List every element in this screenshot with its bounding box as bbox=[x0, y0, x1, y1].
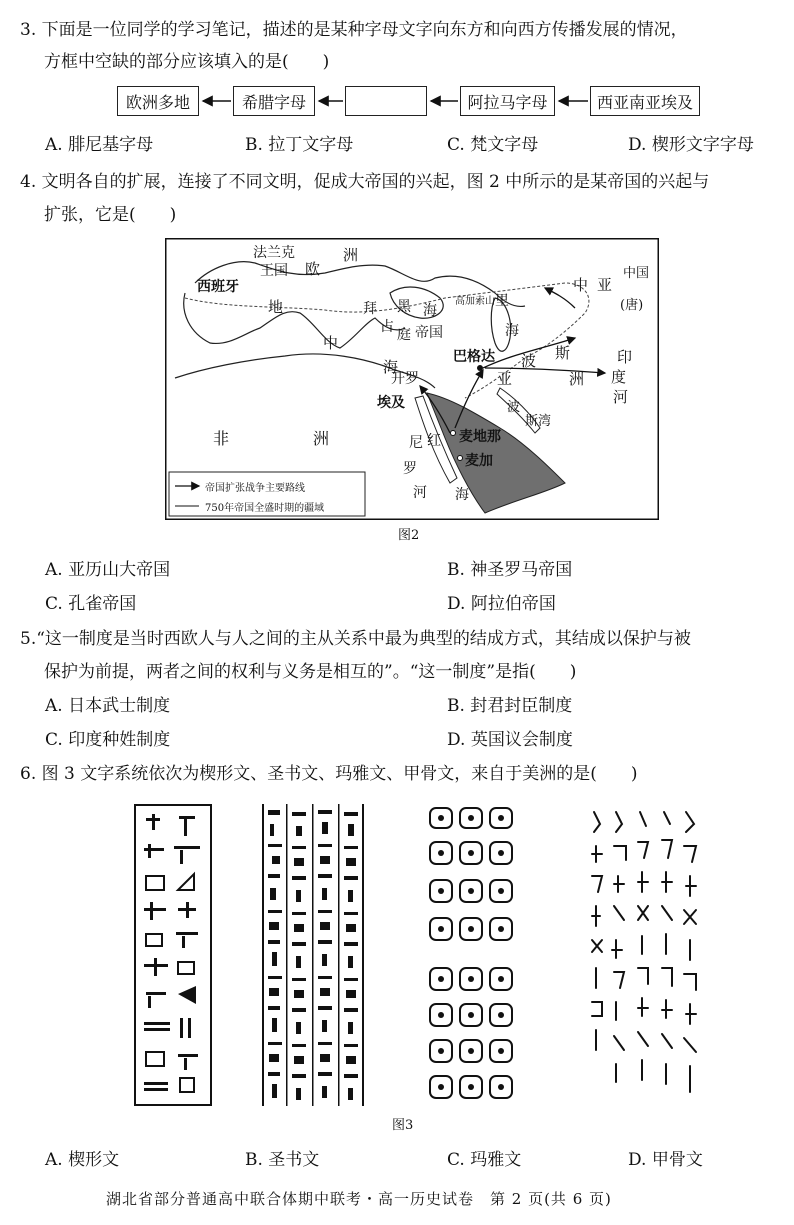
map-label-du: 度 bbox=[611, 368, 627, 386]
map-label-hai2: 海 bbox=[423, 303, 437, 319]
map-label-diguo: 帝国 bbox=[415, 325, 443, 341]
map-label-zhou2: 洲 bbox=[569, 370, 585, 388]
oracle-bone-panel bbox=[586, 802, 706, 1110]
map-label-di: 地 bbox=[268, 298, 284, 316]
map-label-bo: 波 bbox=[521, 352, 537, 370]
map-label-wangguo: 王国 bbox=[260, 263, 288, 279]
q4-option-a[interactable]: A. 亚历山大帝国 bbox=[45, 560, 171, 580]
map-label-hai4: 海 bbox=[455, 487, 469, 503]
q5-option-c[interactable]: C. 印度种姓制度 bbox=[45, 730, 171, 750]
map-label-hei: 黑 bbox=[397, 299, 411, 315]
q4-option-b[interactable]: B. 神圣罗马帝国 bbox=[447, 560, 573, 580]
q3-option-c[interactable]: C. 梵文字母 bbox=[447, 135, 539, 155]
map-label-faland: 法兰克 bbox=[253, 245, 295, 261]
map-label-fei: 非 bbox=[213, 429, 230, 448]
q4-stem-line1: 4. 文明各自的扩展，连接了不同文明，促成大帝国的兴起，图 2 中所示的是某帝国的兴起与 bbox=[20, 172, 710, 192]
q6-option-a[interactable]: A. 楔形文 bbox=[45, 1150, 120, 1170]
map-label-li: 里 bbox=[495, 293, 509, 309]
q5-stem-line2: 保护为前提，两者之间的权利与义务是相互的”。“这一制度”是指( ) bbox=[44, 662, 577, 682]
q5-option-d[interactable]: D. 英国议会制度 bbox=[447, 730, 573, 750]
map-label-maidina: 麦地那 bbox=[459, 429, 501, 445]
map-label-ni: 尼 bbox=[409, 435, 423, 451]
q6-stem-line1: 6. 图 3 文字系统依次为楔形文、圣书文、玛雅文、甲骨文，来自于美洲的是( ) bbox=[20, 764, 638, 784]
flow-box-greek: 希腊字母 bbox=[233, 86, 315, 116]
map-label-ou: 欧 bbox=[305, 260, 321, 278]
map-label-zhan: 占 bbox=[380, 319, 394, 335]
map-label-ting: 庭 bbox=[397, 327, 411, 343]
q5-stem-line1: 5.“这一制度是当时西欧人与人之间的主从关系中最为典型的结成方式，其结成以保护与被 bbox=[20, 629, 691, 649]
map-label-aiji: 埃及 bbox=[377, 395, 405, 411]
map-label-kailuo: 开罗 bbox=[391, 371, 419, 387]
hieroglyph-panel bbox=[260, 802, 366, 1110]
map-label-hai1: 海 bbox=[383, 358, 399, 376]
map-label-zhong2: 中 bbox=[573, 276, 589, 294]
q5-option-a[interactable]: A. 日本武士制度 bbox=[45, 696, 171, 716]
q6-figure-caption: 图3 bbox=[392, 1118, 414, 1133]
q5-option-b[interactable]: B. 封君封臣制度 bbox=[447, 696, 573, 716]
flow-box-aramaic: 阿拉马字母 bbox=[460, 86, 555, 116]
map-label-yin: 印 bbox=[617, 348, 633, 366]
page-footer: 湖北省部分普通高中联合体期中联考・高一历史试卷 第 2 页(共 6 页) bbox=[106, 1190, 612, 1208]
cuneiform-panel bbox=[134, 804, 212, 1106]
map-label-maijia: 麦加 bbox=[465, 453, 493, 469]
q4-option-c[interactable]: C. 孔雀帝国 bbox=[45, 594, 137, 614]
q6-option-d[interactable]: D. 甲骨文 bbox=[628, 1150, 703, 1170]
map-label-xibanya: 西班牙 bbox=[197, 279, 239, 295]
q3-stem-line1: 3. 下面是一位同学的学习笔记，描述的是某种字母文字向东方和向西方传播发展的情况， bbox=[20, 20, 688, 40]
map-label-bageda: 巴格达 bbox=[453, 349, 495, 365]
maya-panel bbox=[426, 804, 526, 1110]
flow-box-europe: 欧洲多地 bbox=[117, 86, 199, 116]
map-label-zhong1: 中 bbox=[323, 334, 339, 352]
map-label-zhou3: 洲 bbox=[313, 429, 330, 448]
map-legend-territory: 750年帝国全盛时期的疆域 bbox=[205, 503, 325, 514]
q3-option-b[interactable]: B. 拉丁文字母 bbox=[245, 135, 354, 155]
map-label-bosi: 波 bbox=[507, 400, 521, 415]
map-label-zhongguo: 中国 bbox=[623, 266, 650, 281]
map-legend-route: 帝国扩张战争主要路线 bbox=[205, 483, 305, 494]
map-label-hai3: 海 bbox=[505, 323, 519, 339]
map-label-he2: 河 bbox=[413, 485, 427, 501]
q4-figure-caption: 图2 bbox=[398, 528, 420, 543]
map-label-hong: 红 bbox=[427, 433, 441, 449]
q3-option-a[interactable]: A. 腓尼基字母 bbox=[45, 135, 154, 155]
q4-stem-line2: 扩张，它是( ) bbox=[44, 205, 177, 225]
map-label-bai: 拜 bbox=[363, 301, 377, 317]
map-label-siwan: 斯湾 bbox=[525, 414, 552, 429]
flow-box-westasia: 西亚南亚埃及 bbox=[590, 86, 700, 116]
q6-option-b[interactable]: B. 圣书文 bbox=[245, 1150, 320, 1170]
map-label-tang: (唐) bbox=[620, 298, 644, 313]
map-label-ya2: 亚 bbox=[497, 370, 513, 388]
q6-option-c[interactable]: C. 玛雅文 bbox=[447, 1150, 522, 1170]
q4-map-figure bbox=[165, 238, 659, 520]
map-label-luo: 罗 bbox=[403, 461, 417, 477]
flow-arrows bbox=[0, 0, 794, 130]
map-label-ya1: 亚 bbox=[597, 276, 613, 294]
map-label-gaojiasuo: 高加索山 bbox=[455, 296, 495, 307]
map-label-si: 斯 bbox=[555, 344, 571, 362]
q3-stem-line2: 方框中空缺的部分应该填入的是( ) bbox=[44, 52, 330, 72]
q3-option-d[interactable]: D. 楔形文字字母 bbox=[628, 135, 754, 155]
map-label-zhou1: 洲 bbox=[343, 246, 359, 264]
q4-option-d[interactable]: D. 阿拉伯帝国 bbox=[447, 594, 556, 614]
q6-scripts-figure bbox=[130, 800, 710, 1112]
map-label-he1: 河 bbox=[613, 388, 629, 406]
